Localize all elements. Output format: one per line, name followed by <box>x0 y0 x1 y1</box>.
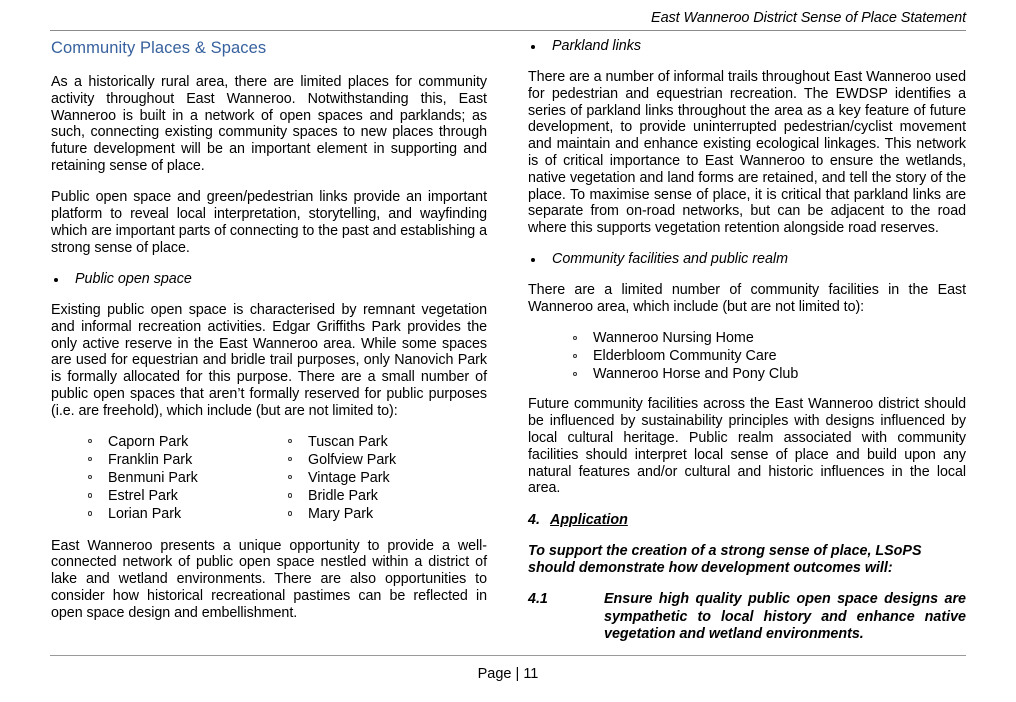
bullet-item-community-facilities: Community facilities and public realm <box>528 251 966 268</box>
bullet-list-community-facilities <box>528 251 966 268</box>
page-footer <box>50 655 966 683</box>
bullet-list-public-open-space <box>51 271 487 288</box>
bullet-item-public-open-space: Public open space <box>51 271 487 288</box>
list-item: Estrel Park <box>88 487 268 505</box>
list-item: Mary Park <box>288 505 468 523</box>
list-item: Wanneroo Horse and Pony Club <box>573 365 966 383</box>
list-item: Franklin Park <box>88 451 268 469</box>
clause-text: Ensure high quality public open space designs are sympathetic to local history and enhance native vegetation and wetland environments. <box>604 591 966 643</box>
list-item: Bridle Park <box>288 487 468 505</box>
list-item: Caporn Park <box>88 433 268 451</box>
list-item: Tuscan Park <box>288 433 468 451</box>
paragraph-future-facilities: Future community facilities across the East Wanneroo district should be influenced by sustainability principles with designs influenced by local cultural heritage. Public realm associated with community facilities should interpret local sense of place and build upon any natural features and/or cultural and historic influences in the local area. <box>528 396 966 497</box>
facilities-list <box>573 329 966 383</box>
clause-number: 4.1 <box>528 591 548 608</box>
paragraph-well-connected-network: East Wanneroo presents a unique opportunity to provide a well-connected network of public open space nestled within a district of lake and wetland environments. There are also opportunities to consider how historical recreational pastimes can be reflected in open space design and embellishment. <box>51 537 487 621</box>
list-item: Elderbloom Community Care <box>573 347 966 365</box>
right-column <box>528 38 966 644</box>
list-item: Benmuni Park <box>88 469 268 487</box>
page-number: Page | 11 <box>477 666 539 682</box>
bullet-list-parkland-links <box>528 38 966 55</box>
list-item: Vintage Park <box>288 469 468 487</box>
left-column <box>51 38 487 622</box>
paragraph-existing-open-space: Existing public open space is characterised by remnant vegetation and informal recreation activities. Edgar Griffiths Park provides the only active reserve in the East Wanneroo area. While some spaces are used for equestrian and bridle trail purposes, only Nanovich Park is formally allocated for this purpose. There are a small number of public open spaces that aren’t formally reserved for public purposes (i.e. are freehold), which include (but are not limited to): <box>51 301 487 419</box>
application-intro: To support the creation of a strong sense of place, LSoPS should demonstrate how development outcomes will: <box>528 542 922 577</box>
paragraph-public-open-space-platform: Public open space and green/pedestrian links provide an important platform to reveal local interpretation, storytelling, and wayfinding which are important parts of connecting to the past and establishing a strong sense of place. <box>51 189 487 256</box>
paragraph-limited-facilities: There are a limited number of community facilities in the East Wanneroo area, which include (but are not limited to): <box>528 282 966 316</box>
parks-list-column-b <box>288 433 468 523</box>
application-section-number: 4. <box>528 511 540 528</box>
bullet-item-parkland-links: Parkland links <box>528 38 966 55</box>
facilities-list-wrapper <box>528 329 966 383</box>
application-clause-4-1 <box>528 591 966 643</box>
list-item: Lorian Park <box>88 505 268 523</box>
parks-list-column-a <box>88 433 268 523</box>
page-header <box>50 10 966 39</box>
paragraph-rural-area: As a historically rural area, there are limited places for community activity throughout East Wanneroo. Notwithstanding this, East Wanneroo is built in a network of open spaces and parklands; as such, connecting existing community spaces to new places through future development will be an important element in supporting and retaining sense of place. <box>51 74 487 174</box>
list-item: Golfview Park <box>288 451 468 469</box>
header-divider <box>50 30 966 31</box>
document-title: East Wanneroo District Sense of Place Statement <box>651 10 966 26</box>
application-section-title: Application <box>550 511 628 528</box>
parks-two-column-list <box>51 433 487 525</box>
paragraph-informal-trails: There are a number of informal trails throughout East Wanneroo used for pedestrian and equestrian recreation. The EWDSP identifies a series of parkland links throughout the area as a key feature of future development, to provide uninterrupted pedestrian/cyclist movement and maintain and enhance existing ecological linkages. This network is of critical importance to East Wanneroo to ensure the wetlands, native vegetation and land forms are retained, and tell the story of the place. To maximise sense of place, it is critical that parkland links are separate from on-road networks, but can be adjacent to the road where this supports vegetation retention alongside road reserves. <box>528 69 966 237</box>
list-item: Wanneroo Nursing Home <box>573 329 966 347</box>
section-heading-community-places: Community Places & Spaces <box>51 39 267 57</box>
application-section-heading <box>528 512 966 529</box>
